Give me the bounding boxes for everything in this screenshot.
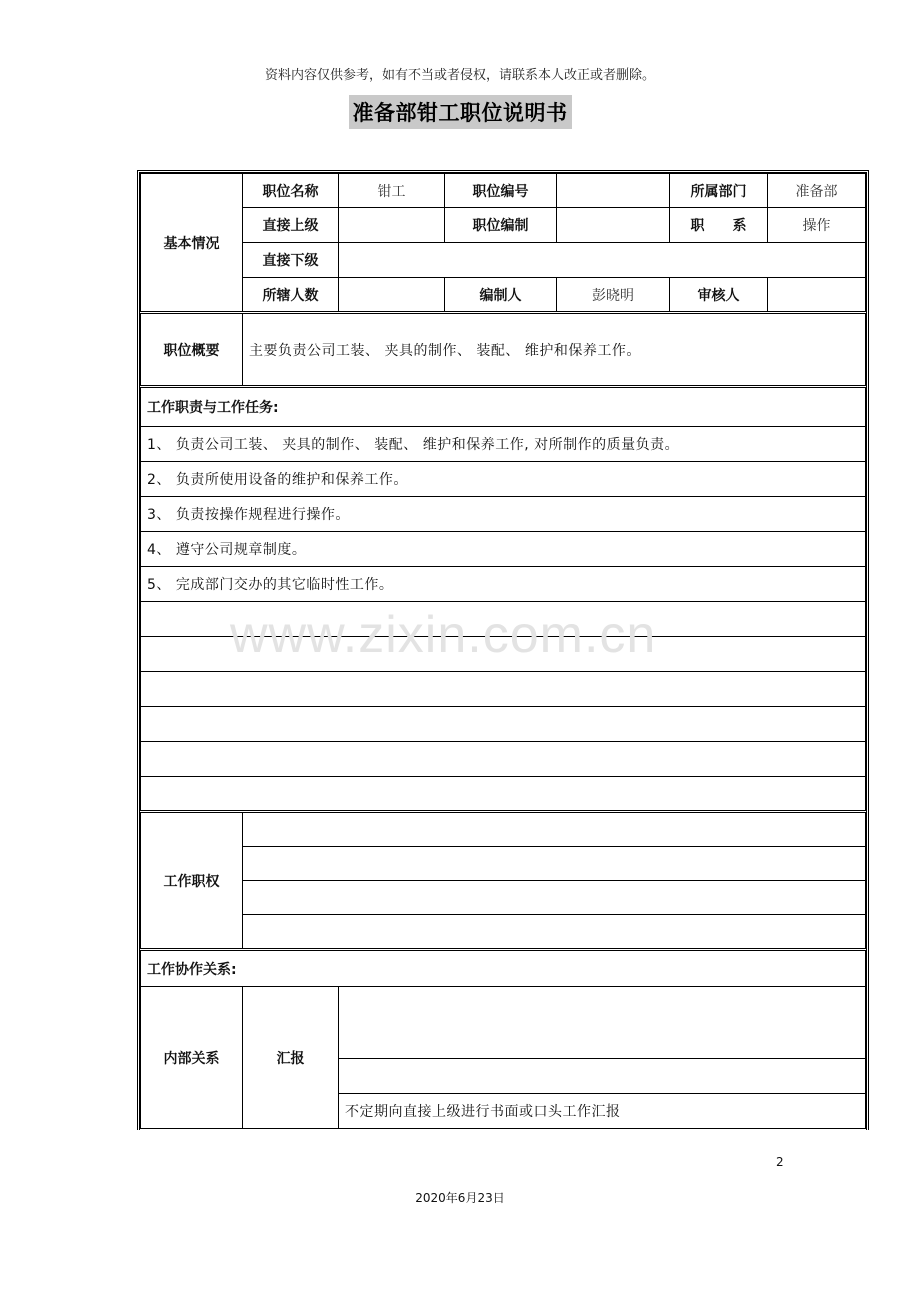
duty-blank-row [141,707,866,742]
staffing-label: 职位编制 [445,208,557,243]
duties-header: 工作职责与工作任务: [141,387,866,427]
duty-blank-row [141,637,866,672]
superior-value [339,208,445,243]
reviewer-value [768,278,866,313]
managed-value [339,278,445,313]
header-disclaimer: 资料内容仅供参考，如有不当或者侵权，请联系本人改正或者删除。 [264,68,655,83]
document-title-text: 准备部钳工职位说明书 [349,95,572,129]
superior-label: 直接上级 [243,208,339,243]
report-blank-row [339,987,866,1059]
dept-value: 准备部 [768,174,866,208]
duty-item: 2、 负责所使用设备的维护和保养工作。 [141,462,866,497]
duty-item: 4、 遵守公司规章制度。 [141,532,866,567]
duty-blank-row [141,672,866,707]
series-label: 职 系 [670,208,768,243]
report-text: 不定期向直接上级进行书面或口头工作汇报 [339,1094,866,1129]
job-name-label: 职位名称 [243,174,339,208]
reviewer-label: 审核人 [670,278,768,313]
page-number: 2 [776,1155,784,1169]
subordinate-value [339,243,866,278]
author-value: 彭晓明 [557,278,670,313]
duty-blank-row [141,777,866,812]
report-label: 汇报 [276,1050,305,1067]
author-label: 编制人 [445,278,557,313]
duty-blank-row [141,742,866,777]
duty-blank-row [141,602,866,637]
job-description-table [137,170,869,1130]
authority-blank-row [243,847,866,881]
authority-blank-row [243,812,866,847]
series-value: 操作 [768,208,866,243]
authority-blank-row [243,881,866,915]
report-blank-row [339,1059,866,1094]
watermark-text: www.zixin.com.cn [230,606,657,664]
managed-label: 所辖人数 [243,278,339,313]
report-label-cell [243,987,339,1129]
summary-text: 主要负责公司工装、 夹具的制作、 装配、 维护和保养工作。 [243,313,866,387]
subordinate-label: 直接下级 [243,243,339,278]
summary-label: 职位概要 [141,313,243,387]
job-no-label: 职位编号 [445,174,557,208]
internal-relation-label: 内部关系 [141,987,243,1129]
dept-label: 所属部门 [670,174,768,208]
job-no-value [557,174,670,208]
duty-item: 5、 完成部门交办的其它临时性工作。 [141,567,866,602]
duty-item: 3、 负责按操作规程进行操作。 [141,497,866,532]
duty-item: 1、 负责公司工装、 夹具的制作、 装配、 维护和保养工作, 对所制作的质量负责。 [141,427,866,462]
authority-blank-row [243,915,866,950]
job-name-value: 钳工 [339,174,445,208]
staffing-value [557,208,670,243]
basic-info-label: 基本情况 [141,174,243,313]
cooperation-header: 工作协作关系: [141,950,866,987]
authority-label: 工作职权 [141,812,243,950]
footer-date: 2020年6月23日 [415,1191,505,1205]
document-title [0,95,920,129]
